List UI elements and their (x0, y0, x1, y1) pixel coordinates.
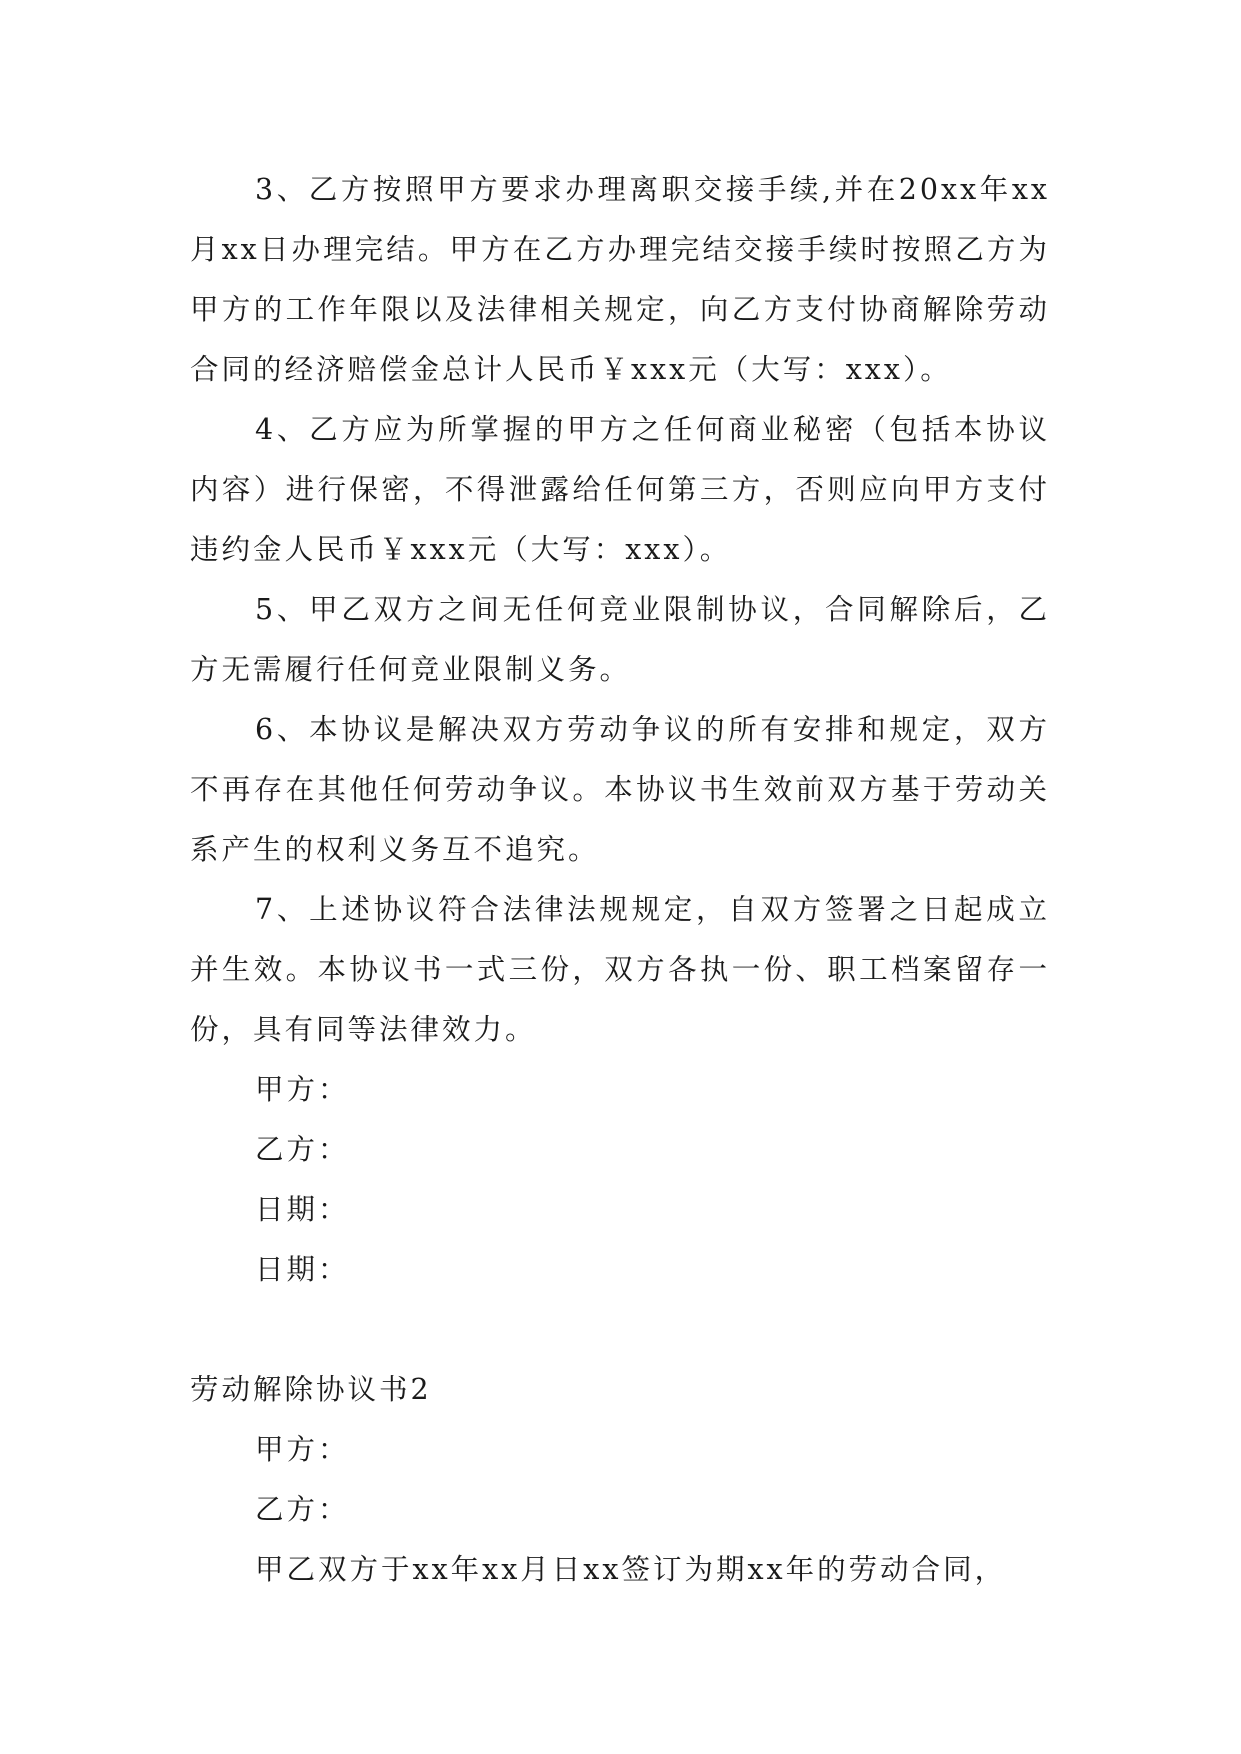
signature-party-a: 甲方： (255, 1073, 350, 1106)
signature-date-second: 日期： (255, 1253, 350, 1286)
second-agreement-party-a: 甲方： (255, 1433, 350, 1466)
second-agreement-party-b: 乙方： (255, 1493, 350, 1526)
clause-4: 4、乙方应为所掌握的甲方之任何商业秘密（包括本协议内容）进行保密，不得泄露给任何第三方，否则应向甲方支付违约金人民币￥xxx元（大写：xxx）。 (190, 413, 1050, 566)
document-body (190, 160, 1050, 1600)
second-agreement-opening: 甲乙双方于xx年xx月日xx签订为期xx年的劳动合同， (255, 1553, 1007, 1586)
signature-party-b: 乙方： (255, 1133, 350, 1166)
clause-7: 7、上述协议符合法律法规规定，自双方签署之日起成立并生效。本协议书一式三份，双方各执一份、职工档案留存一份，具有同等法律效力。 (190, 893, 1050, 1046)
clause-6: 6、本协议是解决双方劳动争议的所有安排和规定，双方不再存在其他任何劳动争议。本协议书生效前双方基于劳动关系产生的权利义务互不追究。 (190, 713, 1050, 866)
clause-3: 3、乙方按照甲方要求办理离职交接手续,并在20xx年xx月xx日办理完结。甲方在乙方办理完结交接手续时按照乙方为甲方的工作年限以及法律相关规定，向乙方支付协商解除劳动合同的经济赔偿金总计人民币￥xxx元（大写：xxx）。 (190, 173, 1050, 386)
clause-5: 5、甲乙双方之间无任何竞业限制协议，合同解除后，乙方无需履行任何竞业限制义务。 (190, 593, 1050, 686)
signature-date: 日期： (255, 1193, 350, 1226)
second-agreement-title: 劳动解除协议书2 (190, 1373, 432, 1406)
section-spacer (190, 1300, 1050, 1360)
